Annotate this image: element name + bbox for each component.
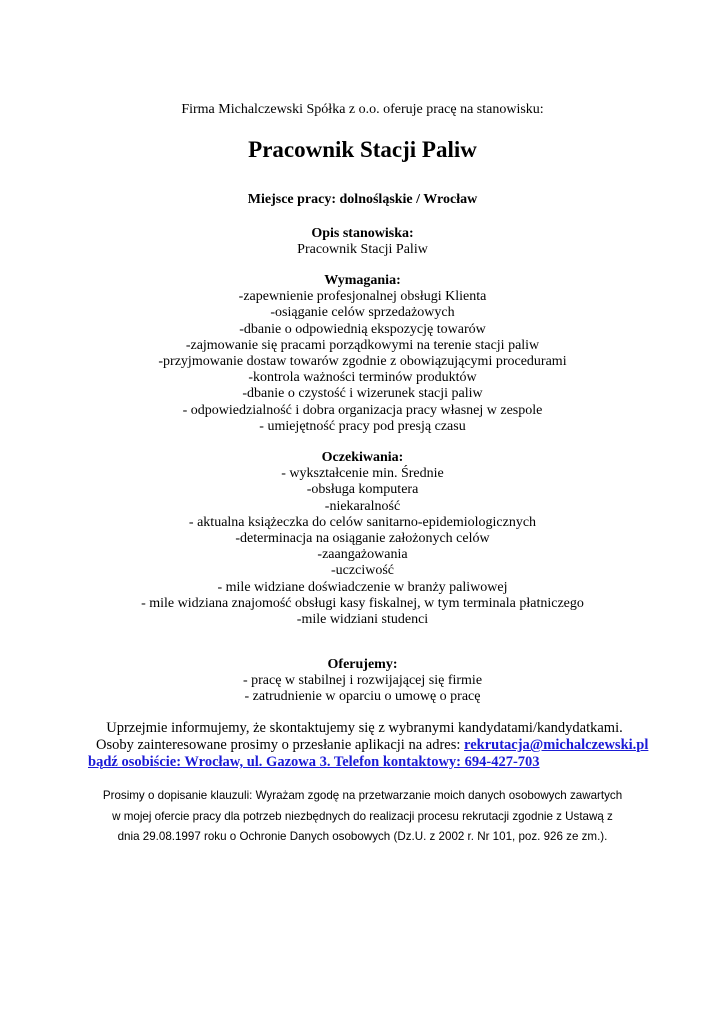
email-link[interactable]: rekrutacja@michalczewski.pl [464,737,649,753]
contact-section [0,720,725,770]
expectation-item: -zaangażowania [317,547,408,563]
requirement-item: -kontrola ważności terminów produktów [248,370,477,386]
work-location: Miejsce pracy: dolnośląskie / Wrocław [247,192,478,207]
offer-heading: Oferujemy: [327,657,398,672]
expectation-item: - wykształcenie min. Średnie [281,466,444,482]
expectations-section [0,450,725,628]
description-section [0,226,725,258]
expectation-item: -niekaralność [324,498,401,514]
requirement-item: -dbanie o czystość i wizerunek stacji paliw [242,386,483,402]
description-text: Pracownik Stacji Paliw [297,242,428,258]
contact-info-text: Uprzejmie informujemy, że skontaktujemy się z wybranymi kandydatami/kandydatkami. [106,720,623,736]
application-instructions-text: Osoby zainteresowane prosimy o przesłanie aplikacji na adres: [96,737,465,753]
requirements-section [0,273,725,435]
consent-clause [0,786,725,848]
offer-item: - zatrudnienie w oparciu o umowę o pracę [244,689,481,705]
requirement-item: -zapewnienie profesjonalnej obsługi Klienta [238,289,487,305]
requirement-item: - odpowiedzialność i dobra organizacja pracy własnej w zespole [182,402,543,418]
requirement-item: - umiejętność pracy pod presją czasu [259,418,466,434]
clause-line: dnia 29.08.1997 roku o Ochronie Danych osobowych (Dz.U. z 2002 r. Nr 101, poz. 926 ze zm.). [117,830,608,843]
requirement-item: -dbanie o odpowiednią ekspozycję towarów [239,321,486,337]
clause-line: Prosimy o dopisanie klauzuli: Wyrażam zgodę na przetwarzanie moich danych osobowych zawartych [102,789,623,802]
requirement-item: -osiąganie celów sprzedażowych [270,305,455,321]
expectation-item: -obsługa komputera [306,482,419,498]
description-heading: Opis stanowiska: [311,226,414,241]
expectation-item: -uczciwość [331,563,394,579]
page-title: Pracownik Stacji Paliw [248,137,477,162]
clause-line: w mojej ofercie pracy dla potrzeb niezbędnych do realizacji procesu rekrutacji zgodnie z Ustawą z [112,809,613,823]
intro-text: Firma Michalczewski Spółka z o.o. oferuje pracę na stanowisku: [181,102,544,117]
expectation-item: - aktualna książeczka do celów sanitarno-epidemiologicznych [188,514,537,530]
expectation-item: -determinacja na osiąganie założonych celów [235,531,490,547]
expectations-heading: Oczekiwania: [321,450,404,465]
offer-item: - pracę w stabilnej i rozwijającej się firmie [242,673,483,689]
offer-section [0,657,725,706]
expectation-item: - mile widziane doświadczenie w branży paliwowej [217,579,508,595]
application-instructions [96,737,648,754]
requirement-item: -przyjmowanie dostaw towarów zgodnie z obowiązującymi procedurami [158,354,567,370]
requirement-item: -zajmowanie się pracami porządkowymi na terenie stacji paliw [185,337,540,353]
address-phone-link[interactable]: bądź osobiście: Wrocław, ul. Gazowa 3. Telefon kontaktowy: 694-427-703 [88,754,540,770]
expectation-item: -mile widziani studenci [296,612,429,628]
requirements-heading: Wymagania: [324,273,401,288]
expectation-item: - mile widziana znajomość obsługi kasy fiskalnej, w tym terminala płatniczego [141,595,584,611]
